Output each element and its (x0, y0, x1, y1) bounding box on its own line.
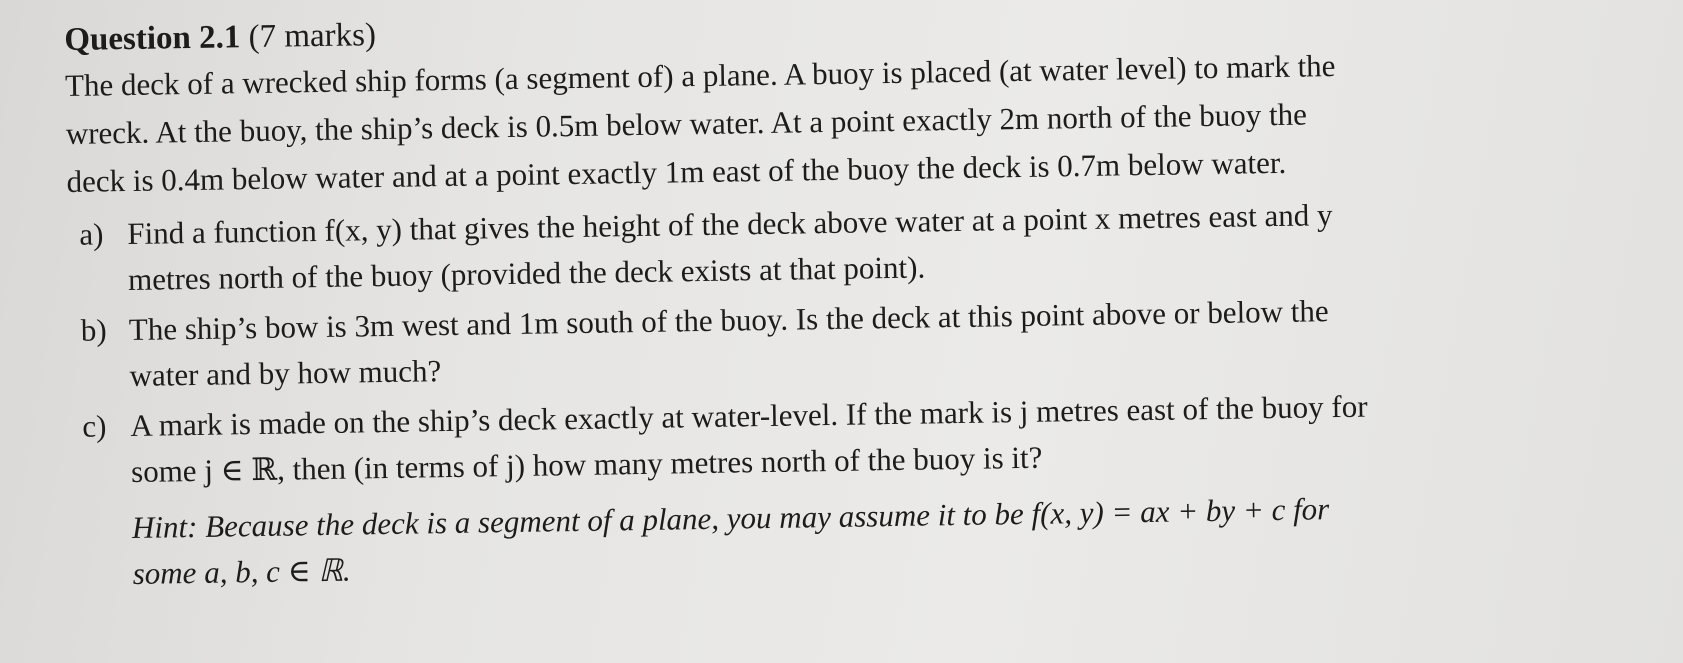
intro-line: deck is 0.4m below water and at a point exactly 1m east of the buoy the deck is 0.7m below water. (66, 144, 1287, 199)
question-parts (67, 188, 1601, 496)
part-c (70, 380, 1601, 496)
part-line: The ship’s bow is 3m west and 1m south of the buoy. Is the deck at this point above or below the (128, 293, 1329, 348)
intro-line: wreck. At the buoy, the ship’s deck is 0.5m below water. At a point exactly 2m north of the buoy the (65, 96, 1308, 151)
hint-block (72, 482, 1603, 598)
part-line: metres north of the buoy (provided the deck exists at that point). (127, 249, 926, 298)
intro-line: The deck of a wrecked ship forms (a segment of) a plane. A buoy is placed (at water level) to mark the (64, 48, 1336, 103)
hint-line: some a, b, c ∈ ℝ. (132, 552, 351, 591)
question-sheet (64, 0, 1603, 598)
part-line: A mark is made on the ship’s deck exactly at water-level. If the mark is j metres east of the buoy for (130, 388, 1368, 444)
part-line: some j ∈ ℝ, then (in terms of j) how many metres north of the buoy is it? (130, 439, 1043, 489)
part-label: a) (79, 216, 104, 252)
question-intro (65, 38, 1597, 206)
part-label: c) (82, 408, 107, 444)
hint-line: Hint: Because the deck is a segment of a plane, you may assume it to be f(x, y) = ax + by + c for (131, 491, 1330, 545)
question-number: Question 2.1 (64, 19, 241, 58)
question-marks: (7 marks) (248, 17, 377, 56)
part-line: Find a function f(x, y) that gives the height of the deck above water at a point x metres east and y (127, 197, 1333, 252)
part-line: water and by how much? (129, 353, 442, 394)
part-label: b) (80, 312, 107, 348)
